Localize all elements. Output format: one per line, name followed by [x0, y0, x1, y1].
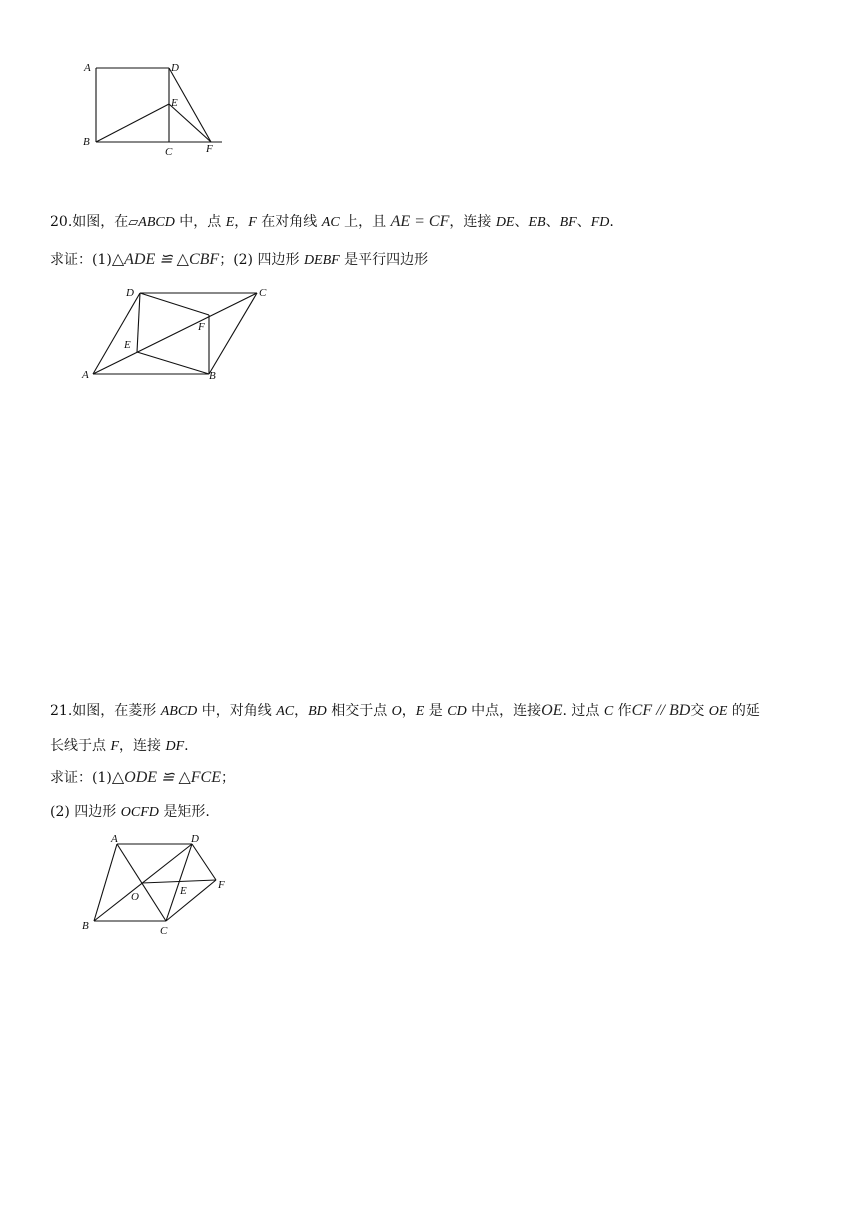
segment-DC	[166, 844, 192, 921]
label-A: A	[82, 369, 89, 381]
figure-q21	[78, 828, 248, 940]
label-D: D	[191, 833, 199, 845]
label-B: B	[83, 136, 90, 148]
parallel-math: CF // BD	[631, 702, 691, 719]
segment-DF	[192, 844, 216, 880]
label-F: F	[198, 321, 205, 333]
segment-EF	[169, 104, 211, 142]
label-E: E	[124, 339, 131, 351]
label-E: E	[180, 885, 187, 897]
label-A: A	[84, 62, 91, 74]
label-E: E	[171, 97, 178, 109]
parallelogram-symbol: ▱	[128, 215, 139, 230]
label-C: C	[165, 146, 173, 158]
label-D: D	[126, 287, 134, 299]
question-21-line-2: 长线于点 F，连接 DF.	[50, 738, 189, 754]
question-21-part-2: (2) 四边形 OCFD 是矩形.	[50, 804, 210, 820]
congruence-math: △ADE ≌ △CBF	[111, 251, 220, 268]
label-F: F	[218, 879, 225, 891]
segment-BE	[96, 104, 169, 142]
congruence-math: △ODE ≌ △FCE	[111, 769, 221, 786]
condition-math: AE = CF	[390, 213, 450, 230]
segment-DE	[137, 293, 140, 352]
question-number: 20.	[50, 214, 73, 230]
question-number: 21.	[50, 703, 73, 719]
segment-EB	[137, 352, 209, 374]
figure-q20	[78, 282, 278, 382]
label-C: C	[160, 925, 168, 937]
question-21-prove: 求证：(1)△ODE ≌ △FCE；	[50, 769, 235, 786]
figure-q19	[78, 58, 238, 163]
label-B: B	[82, 920, 89, 932]
label-F: F	[206, 143, 213, 155]
label-A: A	[111, 833, 118, 845]
label-B: B	[209, 370, 216, 382]
segment-FD	[140, 293, 209, 315]
label-D: D	[171, 62, 179, 74]
label-C: C	[259, 287, 267, 299]
question-20-prove: 求证：(1)△ADE ≌ △CBF；(2) 四边形 DEBF 是平行四边形	[50, 251, 429, 268]
question-21-line-1: 21.如图，在菱形 ABCD 中，对角线 AC，BD 相交于点 O，E 是 CD 中点，连接OE. 过点 C 作CF // BD交 OE 的延	[50, 702, 760, 719]
label-O: O	[131, 891, 139, 903]
question-20-line-1: 20.如图，在▱ABCD 中，点 E，F 在对角线 AC 上，且 AE = CF，连接 DE、EB、BF、FD.	[50, 213, 614, 230]
segment-AB	[94, 844, 117, 921]
